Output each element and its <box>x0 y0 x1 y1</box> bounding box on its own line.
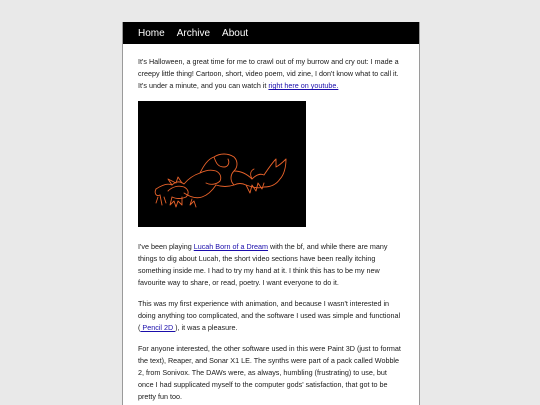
top-navbar <box>123 22 419 44</box>
animation-pre-text: This was my first experience with animation, and because I wasn't interested in doing anything too complicated, and the software I used was simple and functional ( <box>138 299 401 332</box>
software-paragraph: For anyone interested, the other software used in this were Paint 3D (just to format the text), Reaper, and Sonar X1 LE. The synths were part of a pack called Wobble 2, from Sonivox. The DAWs were, as always, humbling (frustrating) to use, but once I had supplicated myself to the computer gods' satisfaction, that got to be pretty fun too. <box>138 344 401 401</box>
lucah-pre-text: I've been playing <box>138 242 194 251</box>
animation-paragraph <box>138 298 404 334</box>
youtube-link[interactable]: right here on youtube. <box>268 81 339 90</box>
pencil2d-link[interactable]: Pencil 2D <box>140 323 176 332</box>
post-content <box>123 44 419 403</box>
animation-post-text: ), it was a pleasure. <box>175 323 238 332</box>
nav-archive-link[interactable]: Archive <box>176 27 211 39</box>
creature-drawing <box>138 101 306 227</box>
lucah-game-link[interactable]: Lucah Born of a Dream <box>193 242 269 251</box>
intro-text: It's Halloween, a great time for me to crawl out of my burrow and cry out: I made a creepy little thing! Cartoon, short, video poem, vid zine, I don't know what to call it. It's under a minute, and you can watch it <box>138 57 399 90</box>
page-container <box>122 22 420 405</box>
lucah-paragraph <box>138 241 404 289</box>
nav-home-link[interactable]: Home <box>138 27 165 39</box>
lucah-post-text: with the bf, and while there are many things to dig about Lucah, the short video sections have been really itching something inside me. I had to try my hand at it. I think this has to be my new favourite way to share, or read, poetry. I want everyone to do it. <box>138 242 388 287</box>
video-thumbnail[interactable] <box>138 101 306 227</box>
nav-about-link[interactable]: About <box>222 27 249 39</box>
intro-paragraph <box>138 56 404 92</box>
